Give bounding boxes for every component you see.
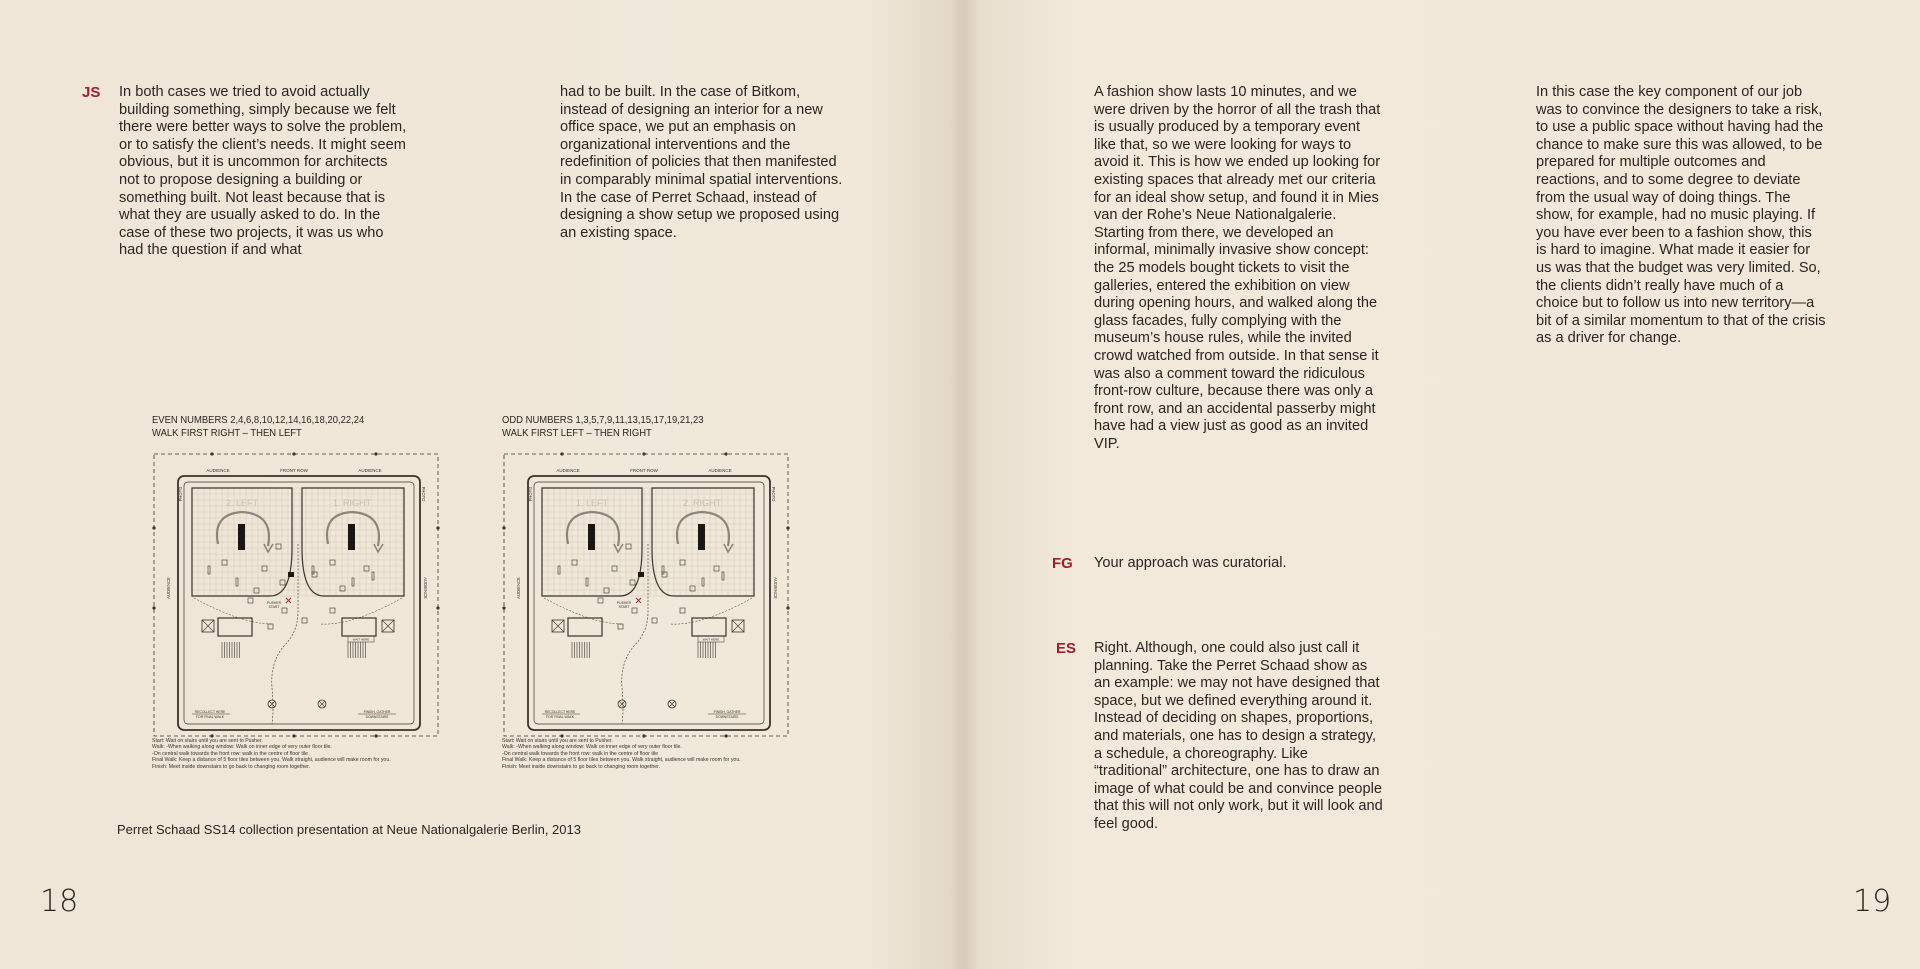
plan-sculpture (340, 586, 345, 591)
plan-pusher-marker (638, 572, 644, 577)
plan-plinth (558, 566, 560, 574)
plan-sculpture (222, 560, 227, 565)
plan-sculpture (680, 560, 685, 565)
plan-boundary-marker (292, 452, 295, 455)
plan-even-drawing (152, 448, 442, 738)
plan-box-cross (732, 620, 744, 632)
plan-boundary-marker (292, 734, 295, 737)
plan-sculpture (248, 598, 253, 603)
plan-label-audience: AUDIENCE (556, 468, 580, 473)
plan-sculpture (632, 608, 637, 613)
plan-even-note: Final Walk: Keep a distance of 5 floor tiles between you. Walk straight, audience will make room for you. (152, 757, 391, 764)
plan-label-photo: PHOTO (178, 486, 183, 502)
plan-sculpture (254, 588, 259, 593)
plan-label-wait-here: WAIT HERE (352, 637, 370, 642)
plan-dashed-boundary (154, 454, 438, 736)
plan-stair-enclosure (692, 618, 726, 636)
plan-label-recollect: RECOLLECT HERE (194, 710, 226, 714)
plan-column (588, 524, 595, 550)
plan-label-audience: AUDIENCE (423, 577, 428, 599)
plan-sculpture (330, 560, 335, 565)
plan-boundary-marker (724, 452, 727, 455)
plan-boundary-marker (786, 606, 789, 609)
plan-label-audience: AUDIENCE (516, 577, 521, 599)
plan-sculpture (612, 566, 617, 571)
plan-inner-wall (184, 482, 414, 724)
plan-plinth (722, 572, 724, 580)
text-es-answer: Right. Although, one could also just call it planning. Take the Perret Schaad show as an example: we may not have designed that space, but we defined everything around it. Instead of deciding on shapes, proportions, and materials, one has to design a strategy, a schedule, a choreography. Like “traditional” architecture, one has to draw an image of what could be and convince people that this will not only work, but it will look and feel good. (1094, 640, 1383, 832)
plan-odd-note: Finish: Meet inside downstairs to go back to changing room together. (502, 763, 661, 770)
plan-pusher-marker (288, 572, 294, 577)
plan-sculpture (572, 560, 577, 565)
plan-boundary-marker (724, 734, 727, 737)
plan-label-audience: AUDIENCE (708, 468, 732, 473)
plan-label-pusher: PUSHER (616, 601, 632, 605)
text-column-3: A fashion show lasts 10 minutes, and we were driven by the horror of all the trash that is usually produced by a temporary event like that, so we were looking for ways to avoid it. This is how we ended up looking for existing spaces that already met our criteria for an ideal show setup, and found it in Mies van der Rohe’s Neue Nationalgalerie. Starting from there, we developed an informal, minimally invasive show concept: the 25 models bought tickets to visit the galleries, entered the exhibition on view during opening hours, and walked along the glass facades, fully complying with the museum’s house rules, while the invited crowd watched from outside. In that sense it was also a comment toward the ridiculous front-row culture, because there was only a front row, and an accidental passerby might have had a view just as good as an invited VIP. (1094, 84, 1381, 452)
plan-boundary-marker (152, 526, 155, 529)
plan-odd-note: -On central walk towards the front row: walk in the centre of floor tile (502, 750, 658, 757)
plan-label-finish-gather: FINISH, GATHER (713, 710, 741, 714)
plan-label-audience: AUDIENCE (773, 577, 778, 599)
plan-sculpture (690, 586, 695, 591)
plan-label-downstairs: DOWNSTAIRS (715, 715, 739, 719)
plan-sculpture (680, 608, 685, 613)
plan-sculpture (618, 624, 623, 629)
page-number-left: 18 (40, 884, 79, 919)
plan-plinth (312, 566, 314, 574)
plan-sculpture (626, 544, 631, 549)
plan-label-downstairs: DOWNSTAIRS (365, 715, 389, 719)
plan-odd-note: Start: Wait on stairs until you are sent to Pusher. (502, 738, 613, 744)
plan-label-photo: PHOTO (771, 486, 776, 502)
plan-label-photo: PHOTO (421, 486, 426, 502)
plan-boundary-marker (502, 526, 505, 529)
plan-odd-drawing (502, 448, 792, 738)
plan-plinth (208, 566, 210, 574)
plan-boundary-marker (560, 452, 563, 455)
plan-plinth (236, 578, 238, 586)
plan-odd-title-1: ODD NUMBERS 1,3,5,7,9,11,13,15,17,19,21,23 (502, 414, 704, 426)
floor-plan-even (152, 414, 452, 770)
plan-odd-note: Walk: -When walking along window: Walk on inner edge of very outer floor tile. (502, 744, 682, 751)
plan-sculpture (330, 608, 335, 613)
plan-plinth (662, 566, 664, 574)
plan-label-pusher: PUSHER (266, 601, 282, 605)
speaker-fg-label: FG (1052, 555, 1073, 572)
plan-label-start: START (268, 605, 280, 609)
plan-column (348, 524, 355, 550)
plan-sculpture (302, 618, 307, 623)
plan-stair-enclosure (218, 618, 252, 636)
plan-label-audience: AUDIENCE (206, 468, 230, 473)
plan-even-title-2: WALK FIRST RIGHT – THEN LEFT (152, 427, 302, 439)
plan-boundary-marker (374, 452, 377, 455)
plan-sculpture (598, 598, 603, 603)
plan-sculpture (652, 618, 657, 623)
plan-even-notes (152, 738, 452, 770)
plan-odd-note: Final Walk: Keep a distance of 5 floor tiles between you. Walk straight, audience will make room for you. (502, 757, 741, 764)
plan-label-front-row: FRONT ROW (280, 468, 308, 473)
page-number-right: 19 (1853, 884, 1892, 919)
plan-plinth (586, 578, 588, 586)
plan-dashed-boundary (504, 454, 788, 736)
plan-start-cross (286, 598, 291, 603)
plan-sculpture (604, 588, 609, 593)
text-column-2: had to be built. In the case of Bitkom, instead of designing an interior for a new office space, we put an emphasis on organizational interventions and the redefinition of policies that then manifested in comparably minimal spatial interventions. In the case of Perret Schaad, instead of designing a show setup we proposed using an existing space. (560, 84, 843, 241)
plan-stair-enclosure (342, 618, 376, 636)
plan-box-cross (552, 620, 564, 632)
plan-label-start: START (618, 605, 630, 609)
figure-caption: Perret Schaad SS14 collection presentation at Neue Nationalgalerie Berlin, 2013 (117, 822, 581, 837)
plan-boundary-marker (210, 452, 213, 455)
plan-column (238, 524, 245, 550)
plan-label-for-final-walk: FOR FINAL WALK (545, 715, 575, 719)
plan-sculpture (262, 566, 267, 571)
plan-boundary-marker (642, 452, 645, 455)
plan-odd-title-2: WALK FIRST LEFT – THEN RIGHT (502, 427, 652, 439)
plan-sculpture (630, 580, 635, 585)
plan-stairs (572, 642, 716, 658)
right-page (960, 0, 1920, 969)
plan-boundary-marker (502, 606, 505, 609)
plan-boundary-marker (436, 606, 439, 609)
plan-column (698, 524, 705, 550)
plan-plinth (372, 572, 374, 580)
plan-sculpture (282, 608, 287, 613)
plan-start-cross (636, 598, 641, 603)
plan-plinth (702, 578, 704, 586)
plan-plinth (352, 578, 354, 586)
speaker-js-label: JS (82, 84, 101, 101)
floor-plan-odd (502, 414, 802, 770)
plan-outer-wall (178, 476, 420, 730)
plan-boundary-marker (374, 734, 377, 737)
plan-stair-enclosure (568, 618, 602, 636)
plan-even-title-1: EVEN NUMBERS 2,4,6,8,10,12,14,16,18,20,22,24 (152, 414, 365, 426)
plan-even-note: Walk: -When walking along window: Walk on inner edge of very outer floor tile. (152, 744, 332, 751)
plan-label-photo: PHOTO (528, 486, 533, 502)
plan-odd-notes (502, 738, 802, 770)
plan-sculpture (364, 566, 369, 571)
text-fg-question: Your approach was curatorial. (1094, 555, 1287, 571)
plan-even-note: Finish: Meet inside downstairs to go back to changing room together. (152, 763, 311, 770)
text-column-4: In this case the key component of our job was to convince the designers to take a risk, to use a public space without having had the chance to make sure this was allowed, to be prepared for multiple outcomes and reactions, and to some degree to deviate from the usual way of doing things. The show, for example, had no music playing. If you have ever been to a fashion show, this is hard to imagine. What made it easier for us was that the budget was very limited. So, the clients didn’t really have much of a choice but to follow us into new territory—a bit of a similar momentum to that of the crisis as a driver for change. (1536, 84, 1826, 347)
plan-sculpture (280, 580, 285, 585)
plan-entry-cross (619, 701, 625, 707)
plan-entry-cross (319, 701, 325, 707)
plan-boundary-marker (642, 734, 645, 737)
plan-boundary-marker (436, 526, 439, 529)
plan-even-note: -On central walk towards the front row: walk in the centre of floor tile (152, 750, 308, 757)
text-column-1: In both cases we tried to avoid actually building something, simply because we felt there were better ways to solve the problem, or to satisfy the client’s needs. It might seem obvious, but it is uncommon for architects not to propose designing a building or something built. Not least because that is what they are usually asked to do. In the case of these two projects, it was us who had the question if and what (119, 84, 407, 259)
plan-label-audience: AUDIENCE (166, 577, 171, 599)
plan-entry-cross (669, 701, 675, 707)
plan-inner-wall (534, 482, 764, 724)
plan-boundary-marker (786, 526, 789, 529)
plan-sculpture (662, 572, 667, 577)
plan-boundary-marker (152, 606, 155, 609)
plan-stairs (222, 642, 366, 658)
plan-even-note: Start: Wait on stairs until you are sent to Pusher. (152, 738, 263, 744)
plan-sculpture (276, 544, 281, 549)
plan-label-wait-here: WAIT HERE (702, 637, 720, 642)
plan-label-audience: AUDIENCE (358, 468, 382, 473)
plan-sculpture (268, 624, 273, 629)
speaker-es-label: ES (1056, 640, 1077, 657)
plan-label-front-row: FRONT ROW (630, 468, 658, 473)
plan-sculpture (714, 566, 719, 571)
plan-label-for-final-walk: FOR FINAL WALK (195, 715, 225, 719)
plan-zone-label-b: 1. RIGHT (332, 498, 372, 508)
plan-box-cross (202, 620, 214, 632)
plan-box-cross (382, 620, 394, 632)
plan-zone-label-a: 1. LEFT (575, 498, 609, 508)
plan-zone-label-a: 2. LEFT (225, 498, 259, 508)
plan-sculpture (312, 572, 317, 577)
plan-label-recollect: RECOLLECT HERE (544, 710, 576, 714)
plan-zone-label-b: 2. RIGHT (682, 498, 722, 508)
plan-outer-wall (528, 476, 770, 730)
plan-label-finish-gather: FINISH, GATHER (363, 710, 391, 714)
plan-entry-cross (269, 701, 275, 707)
